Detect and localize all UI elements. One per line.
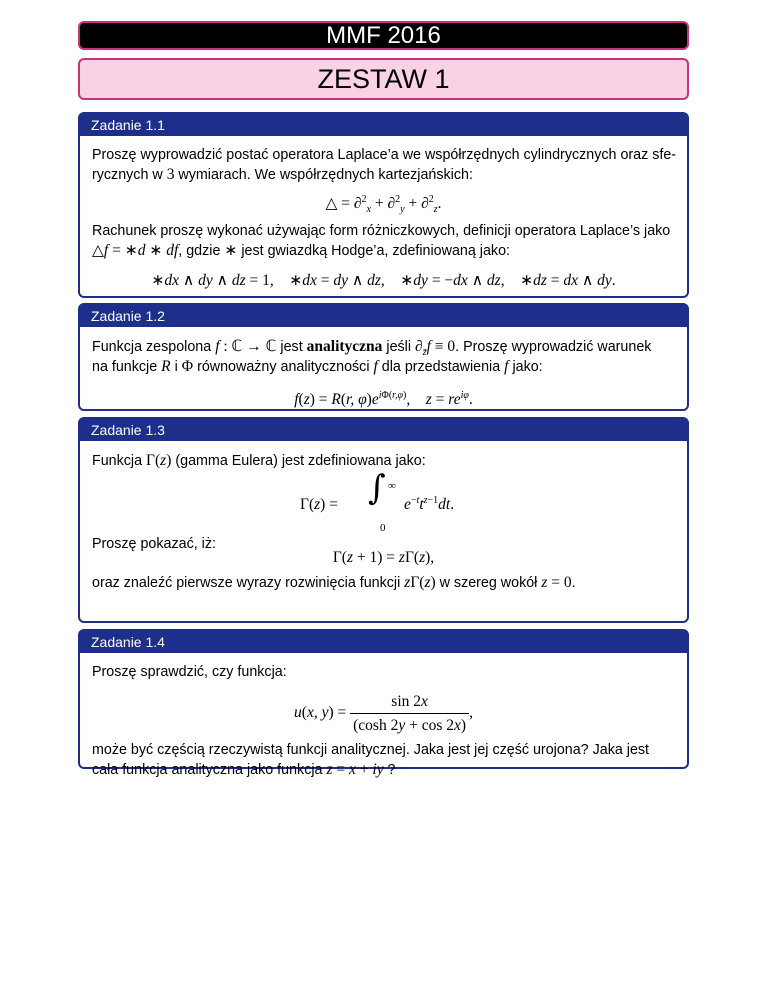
laplace-cartesian-formula: △ = ∂$^2_x$ + ∂$^2_y$ + ∂$^2_z$. [325, 193, 442, 216]
task-1-4 [78, 629, 689, 778]
set-banner [78, 58, 689, 100]
set-title: ZESTAW 1 [317, 64, 450, 94]
task-text: Funkcja zespolona f : ℂ → ℂ jest analityczna jeśli $\partial_{z̄}f \equiv 0$. Proszę wyprowadzić warunek [92, 338, 652, 358]
course-title: MMF 2016 [326, 22, 441, 49]
task-text: Proszę pokazać, iż: [92, 536, 216, 552]
task-title: Zadanie 1.1 [80, 114, 687, 136]
task-title: Zadanie 1.3 [80, 419, 687, 441]
hodge-star-formula: ∗dx ∧ dy ∧ dz = 1, ∗dx = dy ∧ dz, ∗dy = −dx ∧ dz, ∗dz = dx ∧ dy. [151, 272, 616, 289]
gamma-recurrence-formula: Γ(z + 1) = zΓ(z), [332, 549, 435, 566]
task-text: Rachunek proszę wykonać używając form różniczkowych, definicji operatora Laplace’s jako [92, 223, 671, 239]
u-function-formula: u(x, y) = $\frac{\sin 2x}{(\cosh 2y + \cos 2x)}$ , [294, 693, 473, 734]
task-text: Funkcja Γ(z) (gamma Eulera) jest zdefiniowana jako: [92, 452, 426, 469]
task-title: Zadanie 1.4 [80, 631, 687, 653]
bold-term: analityczna [306, 338, 383, 355]
polar-representation-formula: f(z) = R(r, $\varphi)e^{i\Phi(r,\varphi)}$, $z = re^{i\varphi}$. [294, 389, 473, 408]
course-banner [78, 21, 689, 50]
task-text: rycznych w 3 wymiarach. We współrzędnych kartezjańskich: [92, 166, 473, 183]
task-1-3 [78, 417, 689, 623]
gamma-integral-formula: Γ(z) = ∫ ∞ 0 $e^{-t}t^{z-1}dt$. [300, 468, 455, 534]
task-text: cała funkcja analityczna jako funkcja z = x + iy ? [92, 761, 396, 778]
task-1-1 [78, 112, 689, 298]
task-text: oraz znaleźć pierwsze wyrazy rozwinięcia funkcji zΓ(z) w szereg wokół z = 0. [92, 574, 576, 591]
task-text: △f = ∗d ∗ df, gdzie ∗ jest gwiazdką Hodge’a, zdefiniowaną jako: [92, 242, 510, 259]
task-title: Zadanie 1.2 [80, 305, 687, 327]
task-text: na funkcje R i Φ równoważny analityczności f dla przedstawienia f jako: [92, 358, 543, 375]
task-text: Proszę wyprowadzić postać operatora Laplace’a we współrzędnych cylindrycznych oraz sfe- [92, 147, 677, 163]
task-text: może być częścią rzeczywistą funkcji analitycznej. Jaka jest jej część urojona? Jaka jest [92, 742, 650, 758]
task-text: Proszę sprawdzić, czy funkcja: [92, 664, 287, 680]
task-1-2 [78, 303, 689, 411]
